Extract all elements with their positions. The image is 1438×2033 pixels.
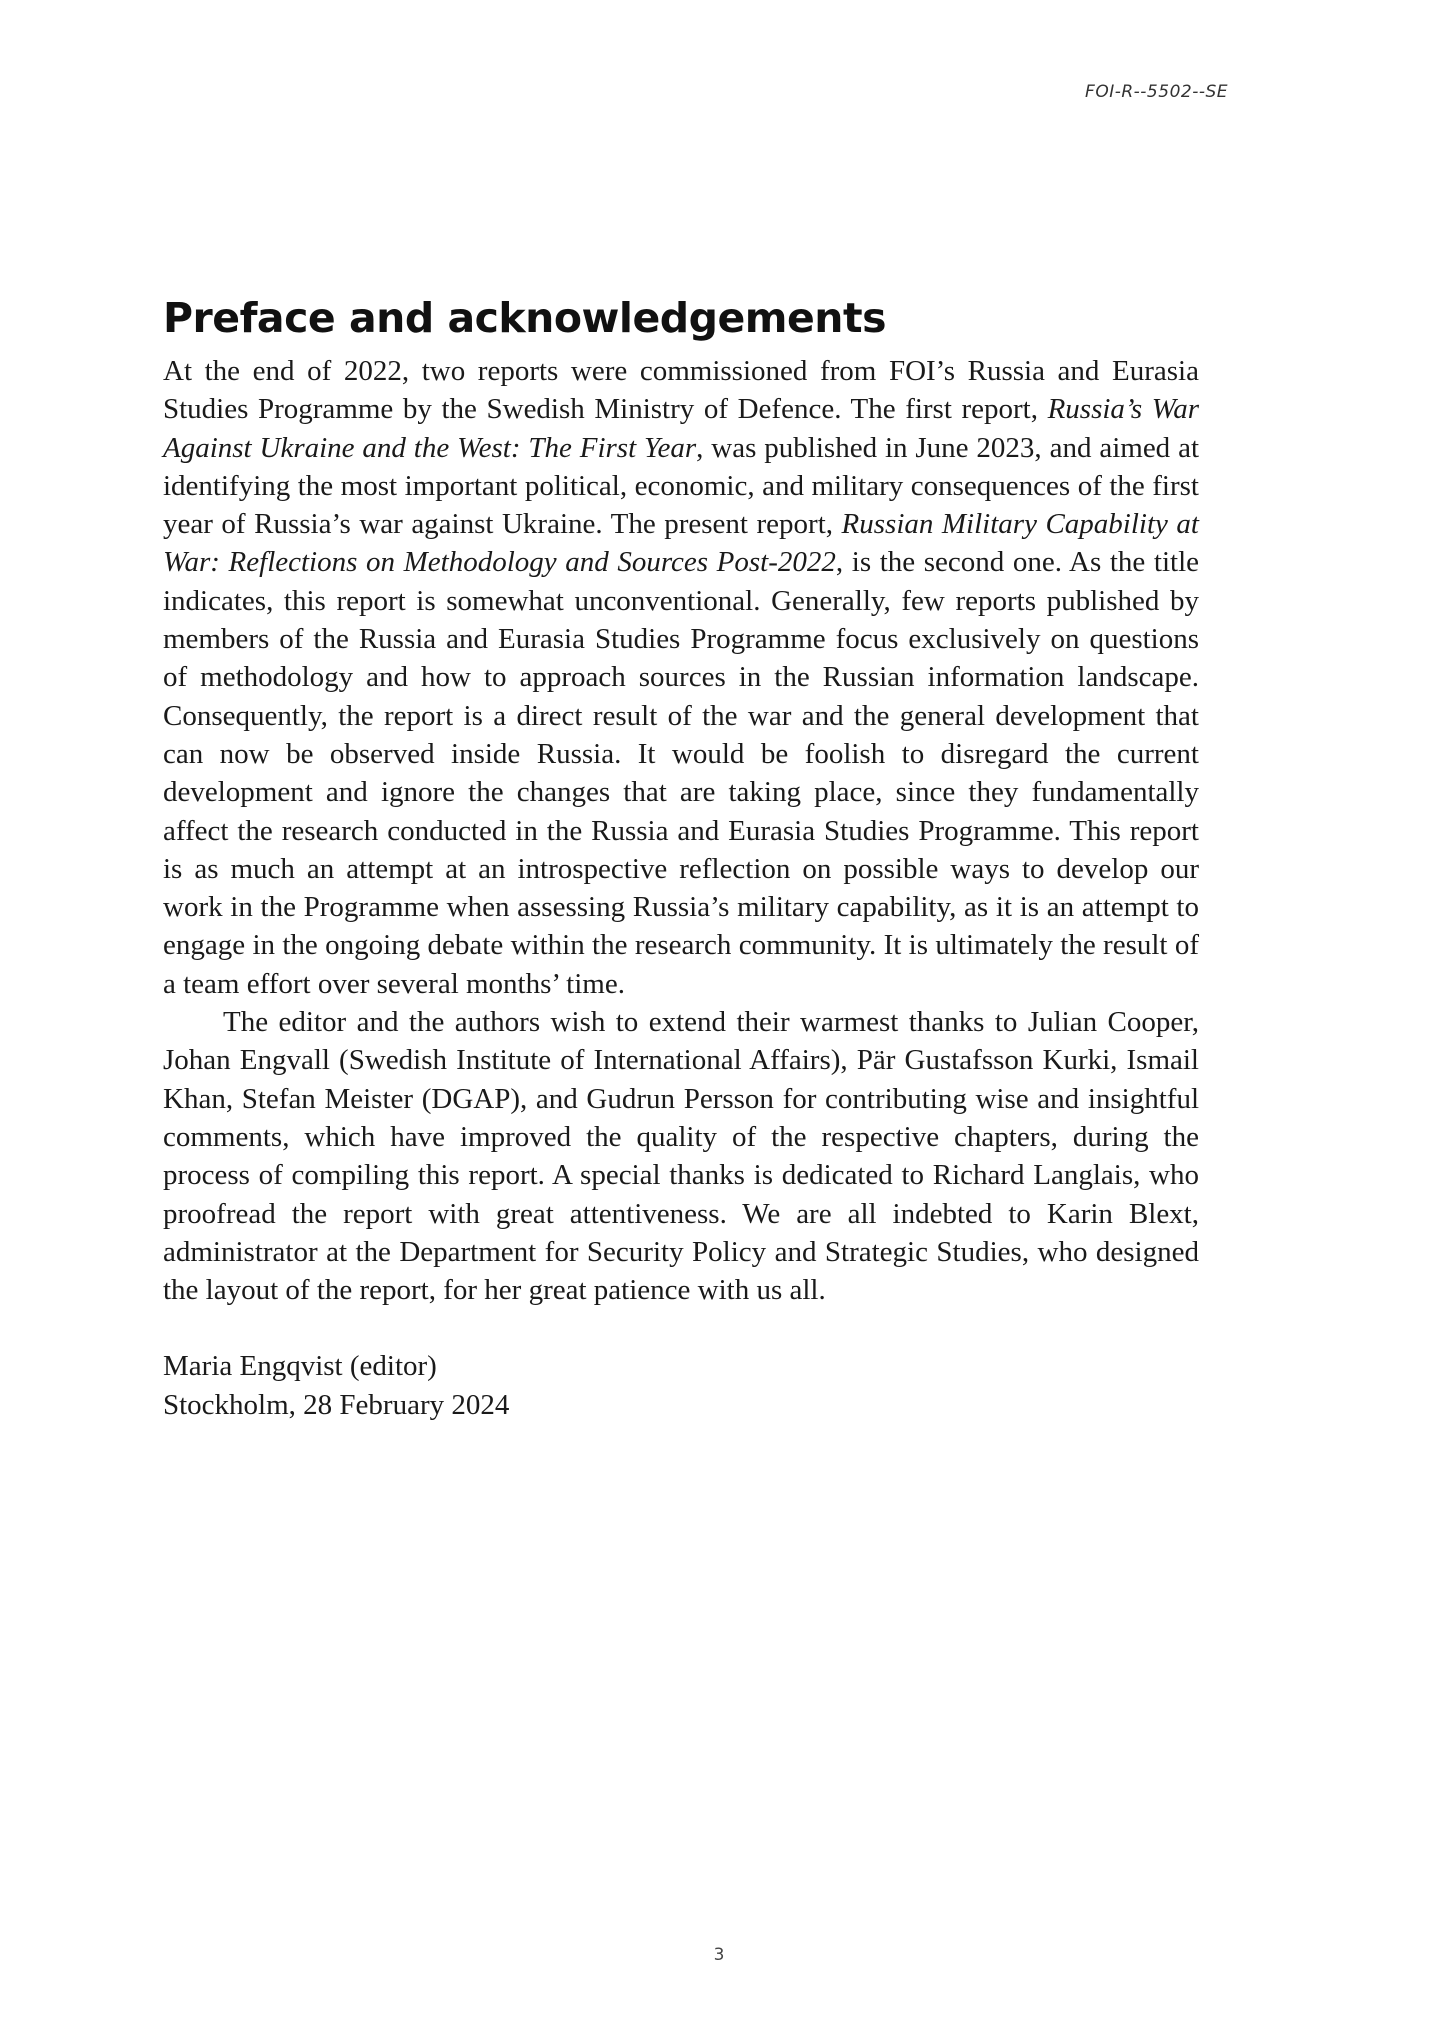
- report-id: FOI-R--5502--SE: [1085, 82, 1228, 102]
- report-title-present: Russian Military Capability at War: Reflections on Methodology and Sources Post-2022: [163, 508, 1199, 579]
- place-date: Stockholm, 28 February 2024: [163, 1388, 510, 1421]
- paragraph-text: , was published in June 2023, and aimed at identifying the most important political, economic, and military consequences of the first year of Russia’s war against Ukraine. The present report,: [163, 431, 1199, 541]
- document-body: [163, 292, 1199, 1424]
- preface-paragraph-1: [163, 352, 1199, 1003]
- page-title: Preface and acknowledgements: [163, 294, 886, 342]
- editor-name: Maria Engqvist (editor): [163, 1350, 437, 1383]
- page-number: 3: [713, 1945, 725, 1965]
- signature-block: [163, 1347, 1199, 1424]
- report-title-first: Russia’s War Against Ukraine and the West: The First Year: [163, 393, 1200, 464]
- paragraph-text: At the end of 2022, two reports were commissioned from FOI’s Russia and Eurasia Studies Programme by the Swedish Ministry of Defence. The first report,: [163, 355, 1199, 426]
- paragraph-text: , is the second one. As the title indicates, this report is somewhat unconventional. Generally, few reports published by members of the Russia and Eurasia Studies Programme focus exclusively on questions of methodology and how to approach sources in the Russian information landscape. Consequently, the report is a direct result of the war and the general development that can now be observed inside Russia. It would be foolish to disregard the current development and ignore the changes that are taking place, since they fundamentally affect the research conducted in the Russia and Eurasia Studies Programme. This report is as much an attempt at an introspective reflection on possible ways to develop our work in the Programme when assessing Russia’s military capability, as it is an attempt to engage in the ongoing debate within the research community. It is ultimately the result of a team effort over several months’ time.: [163, 546, 1199, 1000]
- preface-paragraph-2: The editor and the authors wish to extend their warmest thanks to Julian Cooper, Johan Engvall (Swedish Institute of International Affairs), Pär Gustafsson Kurki, Ismail Khan, Stefan Meister (DGAP), and Gudrun Persson for contributing wise and insightful comments, which have improved the quality of the respective chapters, during the process of compiling this report. A special thanks is dedicated to Richard Langlais, who proofread the report with great attentiveness. We are all indebted to Karin Blext, administrator at the Department for Security Policy and Strategic Studies, who designed the layout of the report, for her great patience with us all.: [163, 1006, 1199, 1307]
